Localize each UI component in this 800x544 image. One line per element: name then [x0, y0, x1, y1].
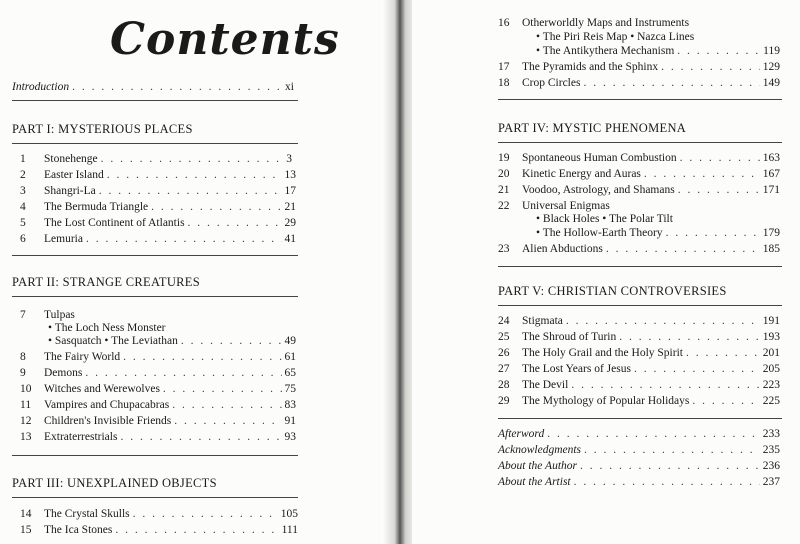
divider: [12, 455, 298, 456]
entry-label: Tulpas: [44, 309, 75, 321]
toc-entry: [20, 430, 296, 444]
chapter-number: 28: [498, 379, 510, 391]
part-heading: PART II: STRANGE CREATURES: [12, 275, 200, 289]
entry-label: The Lost Continent of Atlantis: [44, 217, 185, 229]
toc-entry: [20, 366, 296, 380]
entry-label: Crop Circles: [522, 77, 581, 89]
chapter-number: 24: [498, 315, 510, 327]
entry-label: Introduction: [12, 81, 70, 93]
toc-entry: [20, 216, 296, 230]
entry-page: 29: [284, 217, 296, 229]
chapter-number: 19: [498, 152, 510, 164]
entry-label: About the Artist: [498, 476, 571, 488]
divider: [498, 305, 782, 306]
divider: [12, 497, 298, 498]
entry-label: Kinetic Energy and Auras: [522, 168, 641, 180]
divider: [12, 143, 298, 144]
entry-page: 191: [762, 315, 780, 327]
right-page: [412, 0, 800, 544]
entry-label: The Bermuda Triangle: [44, 201, 149, 213]
entry-page: 185: [762, 243, 780, 255]
entry-page: 205: [762, 363, 780, 375]
divider: [498, 142, 782, 143]
entry-label: The Pyramids and the Sphinx: [522, 61, 659, 73]
entry-label: Easter Island: [44, 169, 104, 181]
entry-page: 93: [284, 431, 296, 443]
entry-label: The Devil: [522, 379, 569, 391]
chapter-number: 27: [498, 363, 510, 375]
toc-entry: [498, 378, 780, 392]
entry-label: Vampires and Chupacabras: [44, 399, 170, 411]
toc-entry: [498, 242, 780, 256]
chapter-number: 17: [498, 61, 510, 73]
entry-label: Otherworldly Maps and Instruments: [522, 17, 690, 29]
entry-page: 41: [284, 233, 296, 245]
toc-entry: [20, 350, 296, 364]
entry-page: 179: [762, 227, 780, 239]
entry-page: 21: [284, 201, 296, 213]
entry-label: Stonehenge: [44, 153, 98, 165]
subentry: • Sasquatch • The Leviathan: [48, 335, 178, 347]
subentry: • The Loch Ness Monster: [48, 322, 166, 334]
chapter-number: 2: [20, 169, 26, 181]
entry-label: The Lost Years of Jesus: [522, 363, 631, 375]
subentry: • The Antikythera Mechanism: [536, 45, 675, 57]
toc-entry: [498, 76, 780, 90]
chapter-number: 8: [20, 351, 26, 363]
chapter-number: 14: [20, 508, 32, 520]
entry-label: Lemuria: [44, 233, 83, 245]
entry-page: 83: [284, 399, 296, 411]
chapter-number: 25: [498, 331, 510, 343]
entry-page: 225: [762, 395, 780, 407]
entry-label: The Fairy World: [44, 351, 121, 363]
toc-entry: [20, 398, 296, 412]
entry-page: 233: [762, 428, 780, 440]
entry-label: Extraterrestrials: [44, 431, 118, 443]
chapter-number: 12: [20, 415, 32, 427]
toc-entry: [498, 394, 780, 408]
entry-label: Witches and Werewolves: [44, 383, 160, 395]
toc-entry-acknowledgments: [498, 443, 780, 457]
chapter-number: 18: [498, 77, 510, 89]
entry-label: About the Author: [498, 460, 578, 472]
entry-page: 129: [762, 61, 780, 73]
entry-label: Spontaneous Human Combustion: [522, 152, 677, 164]
entry-page: 17: [284, 185, 296, 197]
part-heading: PART III: UNEXPLAINED OBJECTS: [12, 476, 217, 490]
entry-page: 49: [284, 335, 296, 347]
entry-label: Acknowledgments: [498, 444, 582, 456]
entry-page: 171: [762, 184, 780, 196]
entry-label: Children's Invisible Friends: [44, 415, 172, 427]
toc-entry: [498, 167, 780, 181]
entry-label: Universal Enigmas: [522, 200, 610, 212]
toc-entry: [20, 200, 296, 214]
entry-page: xi: [285, 81, 294, 93]
part-heading: PART IV: MYSTIC PHENOMENA: [498, 121, 687, 135]
chapter-number: 7: [20, 309, 26, 321]
entry-page: 223: [762, 379, 780, 391]
entry-page: 235: [762, 444, 780, 456]
divider: [12, 100, 298, 101]
entry-page: 149: [762, 77, 780, 89]
subentry: • Black Holes • The Polar Tilt: [536, 213, 673, 225]
chapter-number: 5: [20, 217, 26, 229]
entry-label: The Holy Grail and the Holy Spirit: [522, 347, 683, 359]
chapter-number: 1: [20, 153, 26, 165]
chapter-number: 4: [20, 201, 26, 213]
entry-page: 65: [284, 367, 296, 379]
chapter-number: 11: [20, 399, 32, 411]
toc-entry: [20, 184, 296, 198]
entry-page: 237: [762, 476, 780, 488]
left-page: [0, 0, 388, 544]
chapter-number: 13: [20, 431, 32, 443]
entry-label: The Ica Stones: [44, 524, 113, 536]
entry-page: 91: [284, 415, 296, 427]
toc-entry: [498, 199, 610, 213]
toc-entry: [20, 507, 298, 521]
entry-page: 13: [284, 169, 296, 181]
entry-page: 75: [284, 383, 296, 395]
part-heading: PART V: CHRISTIAN CONTROVERSIES: [498, 284, 727, 298]
toc-entry: [20, 308, 75, 322]
entry-page: 119: [763, 45, 780, 57]
toc-entry-about-author: [498, 459, 780, 473]
toc-entry: [20, 382, 296, 396]
subentry: • The Hollow-Earth Theory: [536, 227, 663, 239]
toc-entry: [498, 151, 780, 165]
toc-entry: [498, 183, 780, 197]
entry-label: Alien Abductions: [522, 243, 603, 255]
toc-entry-continued: [536, 226, 780, 240]
entry-label: Voodoo, Astrology, and Shamans: [522, 184, 675, 196]
chapter-number: 22: [498, 200, 510, 212]
entry-label: The Crystal Skulls: [44, 508, 130, 520]
entry-label: Stigmata: [522, 315, 563, 327]
chapter-number: 3: [20, 185, 26, 197]
entry-page: 201: [762, 347, 780, 359]
toc-entry: [20, 414, 296, 428]
entry-label: Shangri-La: [44, 185, 96, 197]
divider: [498, 418, 782, 419]
toc-entry-continued: [536, 44, 780, 58]
chapter-number: 21: [498, 184, 510, 196]
toc-entry: [20, 232, 296, 246]
toc-entry: [20, 523, 298, 537]
entry-page: 61: [284, 351, 296, 363]
entry-page: 3: [286, 153, 292, 165]
chapter-number: 26: [498, 347, 510, 359]
toc-entry-afterword: [498, 427, 780, 441]
chapter-number: 16: [498, 17, 510, 29]
subentry: • The Piri Reis Map • Nazca Lines: [536, 31, 695, 43]
entry-label: The Mythology of Popular Holidays: [522, 395, 690, 407]
divider: [498, 99, 782, 100]
entry-page: 193: [762, 331, 780, 343]
toc-entry-continued: [48, 334, 296, 348]
toc-entry: [498, 314, 780, 328]
chapter-number: 6: [20, 233, 26, 245]
entry-page: 105: [280, 508, 298, 520]
chapter-number: 10: [20, 383, 32, 395]
divider: [498, 266, 782, 267]
chapter-number: 15: [20, 524, 32, 536]
toc-entry: [498, 362, 780, 376]
entry-label: The Shroud of Turin: [522, 331, 617, 343]
part-heading: PART I: MYSTERIOUS PLACES: [12, 122, 193, 136]
toc-entry-about-artist: [498, 475, 780, 489]
chapter-number: 23: [498, 243, 510, 255]
entry-label: Demons: [44, 367, 83, 379]
divider: [12, 255, 298, 256]
entry-page: 163: [762, 152, 780, 164]
contents-title: Contents: [110, 14, 340, 65]
toc-entry: [498, 330, 780, 344]
chapter-number: 29: [498, 395, 510, 407]
entry-label: Afterword: [498, 428, 545, 440]
toc-entry: [498, 16, 689, 30]
chapter-number: 20: [498, 168, 510, 180]
toc-entry-introduction: [12, 80, 294, 94]
entry-page: 236: [762, 460, 780, 472]
entry-page: 167: [762, 168, 780, 180]
toc-entry: [20, 152, 292, 166]
toc-entry: [20, 168, 296, 182]
toc-entry: [498, 60, 780, 74]
divider: [12, 296, 298, 297]
toc-entry: [498, 346, 780, 360]
entry-page: 111: [281, 524, 298, 536]
chapter-number: 9: [20, 367, 26, 379]
